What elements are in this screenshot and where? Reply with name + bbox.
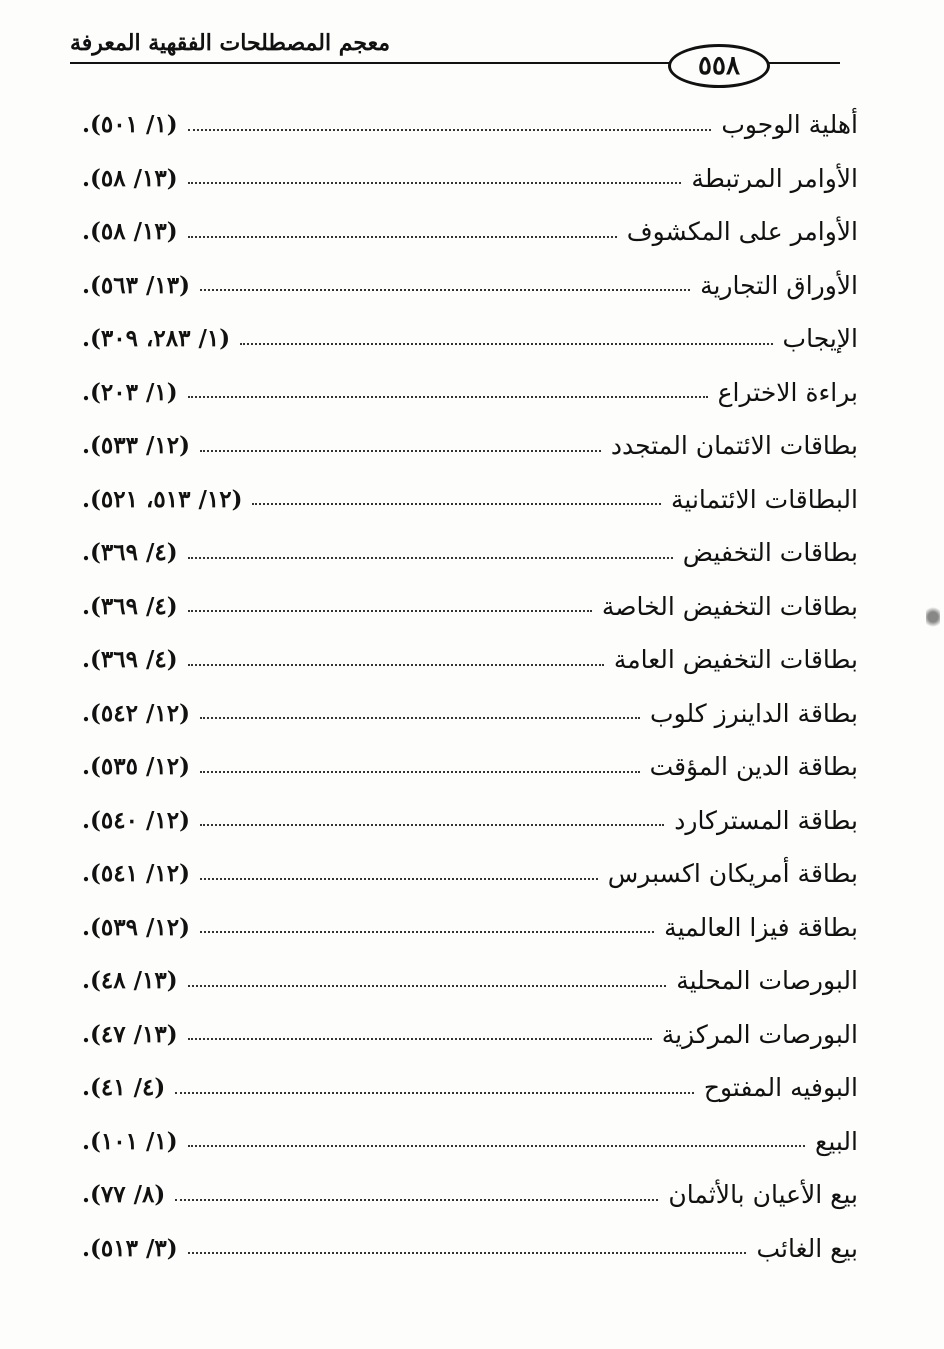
- entry-term: أهلية الوجوب: [721, 110, 858, 140]
- entry-reference: (١٢/ ٥٣٩).: [82, 913, 190, 941]
- index-entry: [82, 152, 858, 206]
- index-entry: [82, 1222, 858, 1276]
- entry-term: براءة الاختراع: [717, 377, 858, 407]
- index-entry: [82, 98, 858, 152]
- entry-reference: (١٢/ ٥٤٢).: [82, 699, 190, 727]
- index-entry: [82, 954, 858, 1008]
- entry-reference: (١/ ٢٨٣، ٣٠٩).: [82, 325, 231, 353]
- dot-leader: [188, 1145, 805, 1147]
- entry-reference: (٤/ ٣٦٩).: [82, 539, 178, 567]
- index-entry: [82, 205, 858, 259]
- page-number-badge: ٥٥٨: [668, 44, 770, 88]
- entry-reference: (٣/ ٥١٣).: [82, 1234, 178, 1262]
- index-entry: [82, 1061, 858, 1115]
- dot-leader: [188, 985, 667, 987]
- dot-leader: [200, 824, 664, 826]
- index-entry: [82, 1115, 858, 1169]
- index-entry: [82, 580, 858, 634]
- dot-leader: [188, 557, 673, 559]
- entry-reference: (١٢/ ٥١٣، ٥٢١).: [82, 485, 243, 513]
- scan-edge-mark: [926, 602, 940, 632]
- dot-leader: [188, 1252, 747, 1254]
- dot-leader: [200, 931, 654, 933]
- entry-term: بطاقات التخفيض: [682, 538, 858, 568]
- index-entry: [82, 847, 858, 901]
- dot-leader: [200, 450, 601, 452]
- entry-reference: (١/ ٢٠٣).: [82, 378, 178, 406]
- entry-term: البطاقات الائتمانية: [671, 484, 858, 514]
- index-entry: [82, 740, 858, 794]
- entry-term: بطاقة الدين المؤقت: [649, 752, 858, 782]
- index-entry: [82, 259, 858, 313]
- index-entry: [82, 687, 858, 741]
- entry-term: بيع الأعيان بالأثمان: [668, 1180, 858, 1210]
- entry-reference: (٨/ ٧٧).: [82, 1181, 166, 1209]
- dot-leader: [200, 289, 690, 291]
- entry-term: الأوامر المرتبطة: [691, 163, 858, 193]
- index-entry: [82, 312, 858, 366]
- entry-term: بطاقة فيزا العالمية: [664, 912, 858, 942]
- page-header: [70, 22, 840, 82]
- index-entry: [82, 1008, 858, 1062]
- index-entry: [82, 1168, 858, 1222]
- entry-term: بطاقات التخفيض العامة: [613, 645, 858, 675]
- entry-reference: (١٣/ ٥٨).: [82, 164, 178, 192]
- dot-leader: [200, 771, 640, 773]
- entry-reference: (١٢/ ٥٣٥).: [82, 753, 190, 781]
- entry-term: الإيجاب: [782, 324, 858, 354]
- entry-term: البوفيه المفتوح: [703, 1073, 858, 1103]
- entry-reference: (١٣/ ٤٧).: [82, 1020, 178, 1048]
- entry-reference: (١٣/ ٥٨).: [82, 218, 178, 246]
- entry-reference: (٤/ ٣٦٩).: [82, 646, 178, 674]
- entry-reference: (١٣/ ٤٨).: [82, 967, 178, 995]
- dot-leader: [188, 236, 617, 238]
- entry-term: بطاقات التخفيض الخاصة: [601, 591, 858, 621]
- index-entry: [82, 419, 858, 473]
- dot-leader: [200, 878, 598, 880]
- entry-term: بطاقة أمريكان اكسبرس: [607, 859, 858, 889]
- dot-leader: [200, 717, 640, 719]
- entry-term: بطاقة المستركارد: [674, 805, 858, 835]
- entry-term: البورصات المحلية: [676, 966, 858, 996]
- index-entry: [82, 633, 858, 687]
- index-entry: [82, 473, 858, 527]
- entry-term: بيع الغائب: [756, 1233, 858, 1263]
- entry-reference: (٤/ ٣٦٩).: [82, 592, 178, 620]
- entry-reference: (١/ ١٠١).: [82, 1127, 178, 1155]
- index-entry: [82, 794, 858, 848]
- entry-reference: (١٢/ ٥٤٠).: [82, 806, 190, 834]
- index-entry: [82, 901, 858, 955]
- dot-leader: [188, 610, 592, 612]
- entry-reference: (١/ ٥٠١).: [82, 111, 178, 139]
- index-entry: [82, 526, 858, 580]
- dot-leader: [188, 396, 708, 398]
- dot-leader: [188, 129, 712, 131]
- entry-term: البورصات المركزية: [661, 1019, 858, 1049]
- dot-leader: [240, 343, 772, 345]
- entry-term: بطاقة الداينرز كلوب: [650, 698, 858, 728]
- entry-term: الأوامر على المكشوف: [626, 217, 858, 247]
- entry-term: الأوراق التجارية: [700, 270, 858, 300]
- entry-reference: (١٢/ ٥٣٣).: [82, 432, 190, 460]
- entry-term: بطاقات الائتمان المتجدد: [610, 431, 858, 461]
- entry-reference: (٤/ ٤١).: [82, 1074, 166, 1102]
- running-title: معجم المصطلحات الفقهية المعرفة: [69, 30, 390, 56]
- dot-leader: [175, 1092, 694, 1094]
- dot-leader: [252, 503, 661, 505]
- dot-leader: [188, 664, 604, 666]
- index-entries-list: [82, 98, 858, 1275]
- index-entry: [82, 366, 858, 420]
- dot-leader: [188, 182, 682, 184]
- dot-leader: [188, 1038, 652, 1040]
- entry-reference: (١٢/ ٥٤١).: [82, 860, 190, 888]
- entry-reference: (١٣/ ٥٦٣).: [82, 271, 190, 299]
- entry-term: البيع: [815, 1126, 858, 1156]
- dot-leader: [175, 1199, 658, 1201]
